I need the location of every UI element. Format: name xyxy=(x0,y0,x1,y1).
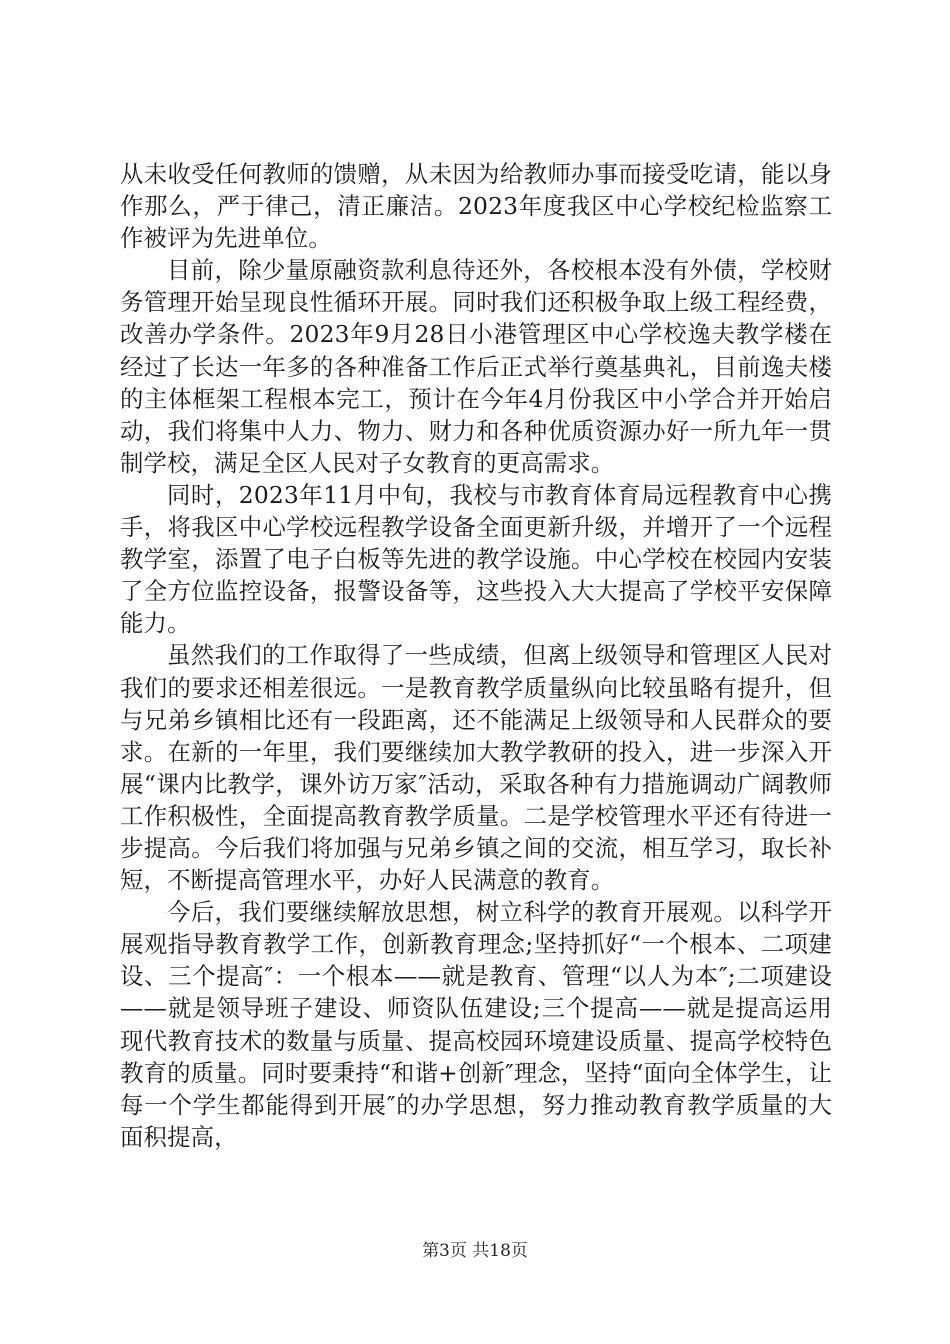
paragraph-4: 虽然我们的工作取得了一些成绩，但离上级领导和管理区人民对我们的要求还相差很远。一是教育教学质量纵向比较虽略有提升，但与兄弟乡镇相比还有一段距离，还不能满足上级领导和人民群众的要求。在新的一年里，我们要继续加大教学教研的投入，进一步深入开展“课内比教学，课外访万家″活动，采取各种有力措施调动广阔教师工作积极性，全面提高教育教学质量。二是学校管理水平还有待进一步提高。今后我们将加强与兄弟乡镇之间的交流，相互学习，取长补短，不断提高管理水平，办好人民满意的教育。 xyxy=(120,641,832,895)
page-number-footer: 第3页 共18页 xyxy=(422,1241,528,1261)
paragraph-2: 目前，除少量原融资款利息待还外，各校根本没有外债，学校财务管理开始呈现良性循环开展。同时我们还积极争取上级工程经费，改善办学条件。2023年9月28日小港管理区中心学校逸夫教学楼在经过了长达一年多的各种准备工作后正式举行奠基典礼，目前逸夫楼的主体框架工程根本完工，预计在今年4月份我区中小学合并开始启动，我们将集中人力、物力、财力和各种优质资源办好一所九年一贯制学校，满足全区人民对子女教育的更高需求。 xyxy=(120,256,832,477)
document-body xyxy=(120,158,832,1153)
paragraph-3: 同时，2023年11月中旬，我校与市教育体育局远程教育中心携手，将我区中心学校远程教学设备全面更新升级，并增开了一个远程教学室，添置了电子白板等先进的教学设施。中心学校在校园内安装了全方位监控设备，报警设备等，这些投入大大提高了学校平安保障能力。 xyxy=(120,480,832,638)
paragraph-1: 从未收受任何教师的馈赠，从未因为给教师办事而接受吃请，能以身作那么，严于律己，清正廉洁。2023年度我区中心学校纪检监察工作被评为先进单位。 xyxy=(120,160,832,253)
paragraph-5: 今后，我们要继续解放思想，树立科学的教育开展观。以科学开展观指导教育教学工作，创新教育理念;坚持抓好“一个根本、二项建设、三个提高″：一个根本——就是教育、管理“以人为本″;二项建设——就是领导班子建设、师资队伍建设;三个提高——就是提高运用现代教育技术的数量与质量、提高校园环境建设质量、提高学校特色教育的质量。同时要秉持“和谐+创新″理念，坚持“面向全体学生，让每一个学生都能得到开展″的办学思想，努力推动教育教学质量的大面积提高， xyxy=(120,898,832,1151)
